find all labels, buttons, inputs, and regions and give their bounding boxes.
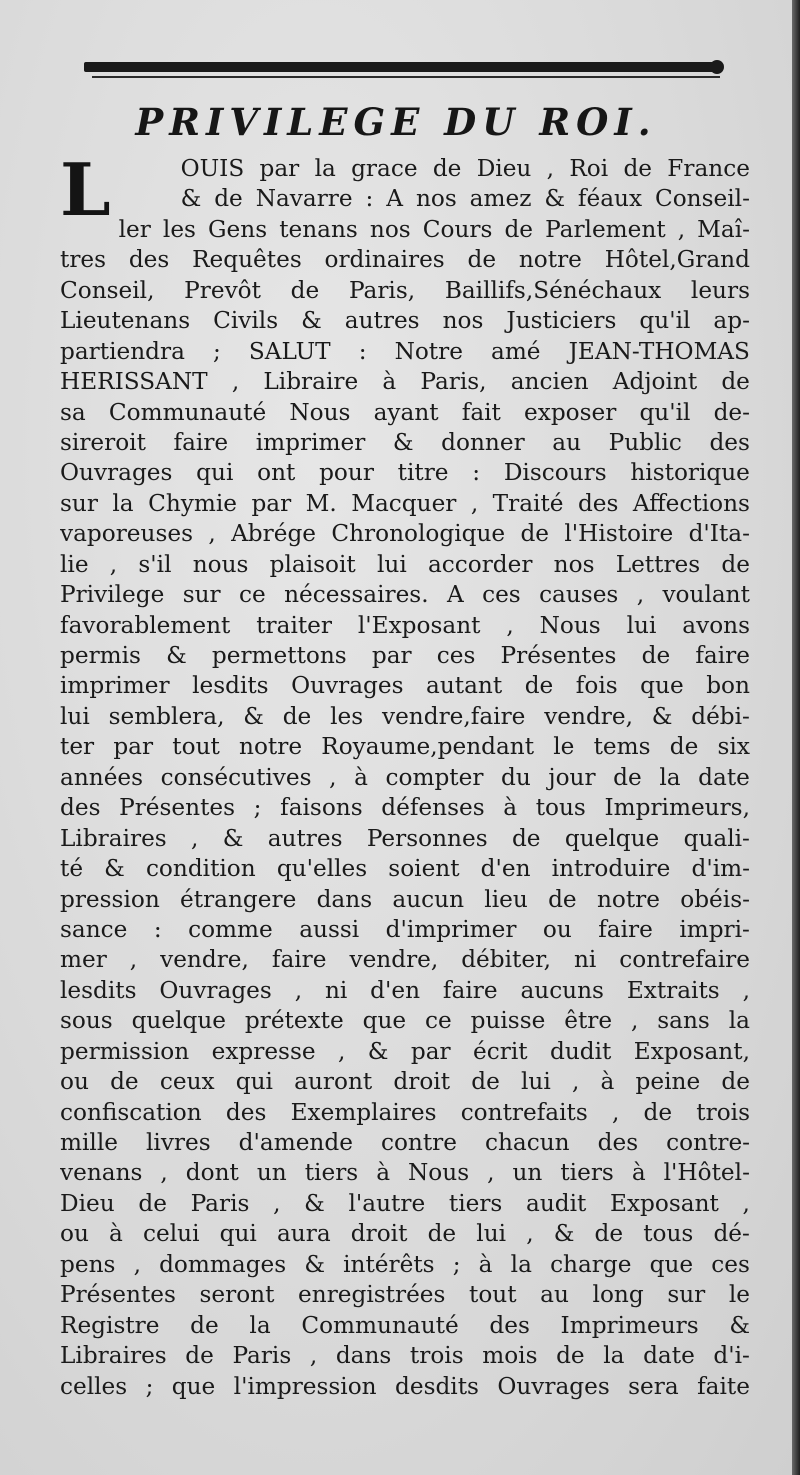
text-line: des Présentes ; faisons défenses à tous Imprimeurs,: [60, 794, 750, 822]
ornamental-rule: [84, 60, 724, 80]
text-line: lesdits Ouvrages , ni d'en faire aucuns Extraits ,: [60, 976, 750, 1004]
text-line: sireroit faire imprimer & donner au Public des: [60, 428, 750, 456]
text-line: sa Communauté Nous ayant fait exposer qu'il de-: [60, 398, 750, 426]
page-edge-shadow: [792, 0, 800, 1475]
text-line: pression étrangere dans aucun lieu de notre obéis-: [60, 885, 750, 913]
text-line: Ouvrages qui ont pour titre : Discours historique: [60, 459, 750, 487]
text-line: Conseil, Prevôt de Paris, Baillifs,Sénéchaux leurs: [60, 276, 750, 304]
text-line: Libraires de Paris , dans trois mois de la date d'i-: [60, 1342, 750, 1370]
rule-end-knob: [710, 60, 724, 74]
text-line: OUIS par la grace de Dieu , Roi de France: [180, 155, 750, 182]
drop-cap-letter: L: [60, 147, 111, 232]
text-line: Libraires , & autres Personnes de quelque quali-: [60, 824, 750, 852]
text-line: tres des Requêtes ordinaires de notre Hôtel,Grand: [60, 246, 750, 274]
text-line: Dieu de Paris , & l'autre tiers audit Exposant ,: [60, 1189, 750, 1217]
text-line: pens , dommages & intérêts ; à la charge que ces: [60, 1250, 750, 1278]
text-line: sance : comme aussi d'imprimer ou faire impri-: [60, 915, 750, 943]
text-line: lie , s'il nous plaisoit lui accorder nos Lettres de: [60, 550, 750, 578]
text-line: ter par tout notre Royaume,pendant le tems de six: [60, 733, 750, 761]
text-line: ou de ceux qui auront droit de lui , à peine de: [60, 1068, 750, 1096]
text-line: té & condition qu'elles soient d'en introduire d'im-: [60, 855, 750, 883]
text-line: ler les Gens tenans nos Cours de Parlement , Maî-: [118, 215, 750, 243]
text-line: vaporeuses , Abrége Chronologique de l'Histoire d'Ita-: [60, 520, 750, 548]
text-line: partiendra ; SALUT : Notre amé JEAN-THOMAS: [60, 337, 750, 365]
text-line: sur la Chymie par M. Macquer , Traité des Affections: [60, 489, 750, 517]
text-line: Registre de la Communauté des Imprimeurs &: [60, 1311, 750, 1339]
text-line: permission expresse , & par écrit dudit Exposant,: [60, 1037, 750, 1065]
text-line: mille livres d'amende contre chacun des contre-: [60, 1129, 750, 1156]
text-line: Lieutenans Civils & autres nos Justiciers qu'il ap-: [60, 307, 750, 335]
text-line: celles ; que l'impression desdits Ouvrages sera faite: [60, 1372, 750, 1400]
page-title: PRIVILEGE DU ROI.: [135, 100, 657, 144]
rule-thick-bar: [84, 62, 720, 72]
text-line: confiscation des Exemplaires contrefaits , de trois: [60, 1098, 750, 1126]
text-line: années consécutives , à compter du jour de la date: [60, 763, 750, 791]
text-line: permis & permettons par ces Présentes de faire: [60, 642, 750, 669]
text-line: & de Navarre : A nos amez & féaux Conseil-: [180, 185, 750, 213]
text-line: HERISSANT , Libraire à Paris, ancien Adjoint de: [60, 368, 750, 396]
rule-thin-bar: [92, 76, 720, 78]
text-line: favorablement traiter l'Exposant , Nous lui avons: [60, 611, 750, 639]
text-line: mer , vendre, faire vendre, débiter, ni contrefaire: [60, 946, 750, 974]
privilege-body-text: [60, 147, 750, 1402]
text-line: ou à celui qui aura droit de lui , & de tous dé-: [60, 1220, 750, 1248]
text-lines: [60, 147, 750, 1402]
text-line: Privilege sur ce nécessaires. A ces causes , voulant: [60, 581, 750, 609]
text-line: venans , dont un tiers à Nous , un tiers à l'Hôtel-: [60, 1159, 750, 1187]
text-line: Présentes seront enregistrées tout au long sur le: [60, 1281, 750, 1309]
text-line: lui semblera, & de les vendre,faire vendre, & débi-: [60, 702, 750, 730]
text-line: imprimer lesdits Ouvrages autant de fois que bon: [60, 672, 750, 700]
text-line: sous quelque prétexte que ce puisse être , sans la: [60, 1007, 750, 1035]
